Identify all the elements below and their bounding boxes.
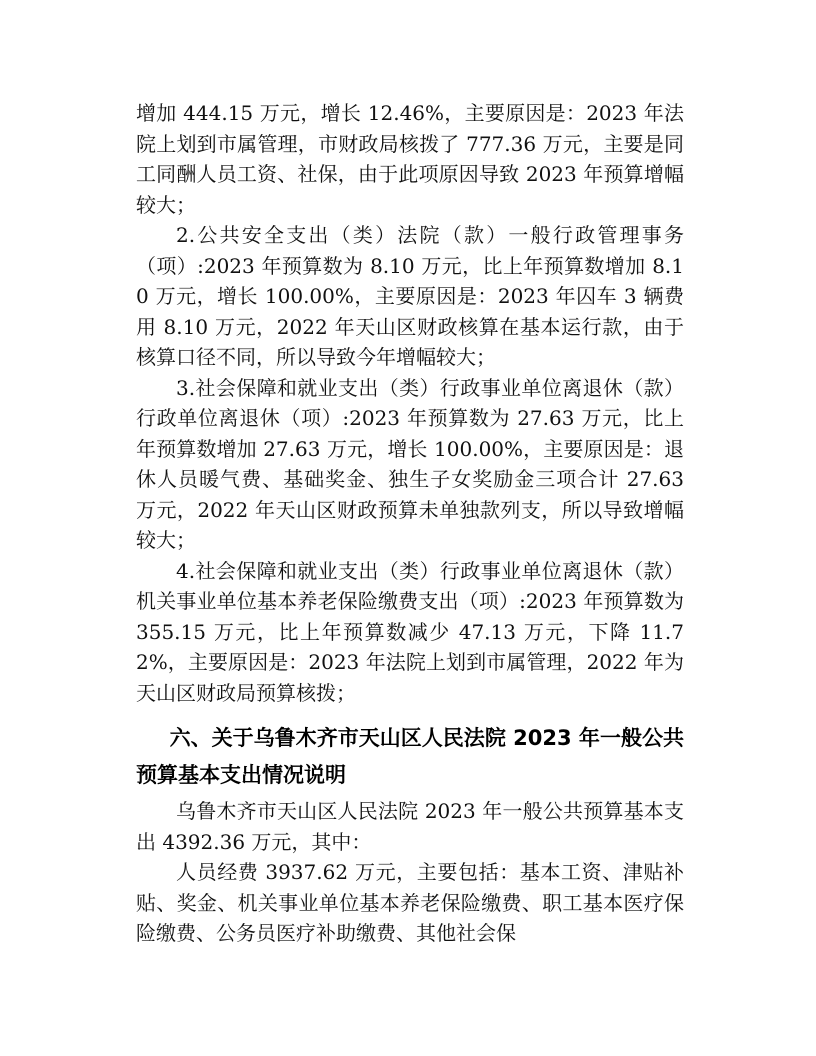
paragraph-basic-expenditure-total: 乌鲁木齐市天山区人民法院 2023 年一般公共预算基本支出 4392.36 万元，其中： <box>136 799 684 854</box>
paragraph-personnel-expenses: 人员经费 3937.62 万元，主要包括：基本工资、津贴补贴、奖金、机关事业单位基本养老保险缴费、职工基本医疗保险缴费、公务员医疗补助缴费、其他社会保 <box>136 860 684 945</box>
paragraph-continuation-increase: 增加 444.15 万元，增长 12.46%，主要原因是：2023 年法院上划到市属管理，市财政局核拨了 777.36 万元，主要是同工同酬人员工资、社保，由于此项原因导致 2023 年预算增幅较大； <box>136 101 684 217</box>
paragraph-item-2-public-security: 2.公共安全支出（类）法院（款）一般行政管理事务（项）:2023 年预算数为 8.10 万元，比上年预算数增加 8.10 万元，增长 100.00%，主要原因是：2023 年囚车 3 辆费用 8.10 万元，2022 年天山区财政核算在基本运行款，由于核算口径不同，所以导致今年增幅较大； <box>136 223 684 369</box>
section-heading-basic-expenditure: 六、关于乌鲁木齐市天山区人民法院 2023 年一般公共预算基本支出情况说明 <box>136 726 684 787</box>
document-body <box>136 98 684 949</box>
paragraph-item-4-pension-insurance: 4.社会保障和就业支出（类）行政事业单位离退休（款）机关事业单位基本养老保险缴费支出（项）:2023 年预算数为 355.15 万元，比上年预算数减少 47.13 万元，下降 11.72%，主要原因是：2023 年法院上划到市属管理，2022 年为天山区财政局预算核拨； <box>136 558 684 705</box>
paragraph-item-3-administrative-retirement: 3.社会保障和就业支出（类）行政事业单位离退休（款）行政单位离退休（项）:2023 年预算数为 27.63 万元，比上年预算数增加 27.63 万元，增长 100.00%，主要原因是：退休人员暖气费、基础奖金、独生子女奖励金三项合计 27.63 万元，2022 年天山区财政预算未单独款列支，所以导致增幅较大； <box>136 375 684 552</box>
